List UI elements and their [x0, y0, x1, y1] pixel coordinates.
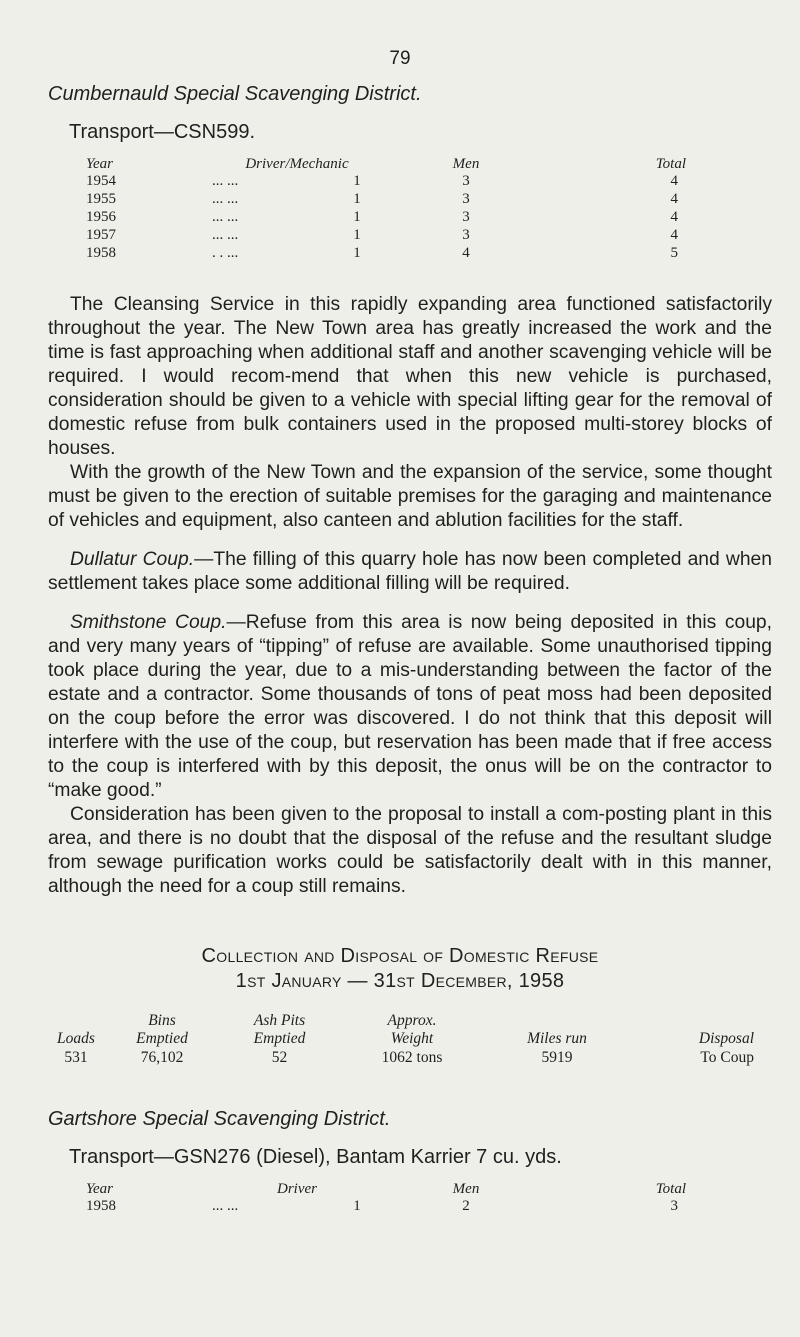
- table-row: [86, 191, 686, 209]
- total-cell: 4: [670, 173, 678, 189]
- driver-cell: 1: [353, 245, 361, 261]
- table-header-row: [50, 1012, 754, 1048]
- leader-dots: . . ...: [212, 245, 239, 261]
- total-header: Total: [655, 155, 686, 172]
- driver-cell: 1: [353, 209, 361, 225]
- page-number: 79: [389, 48, 411, 69]
- men-cell: 3: [462, 227, 470, 243]
- men-header: Men: [452, 155, 480, 172]
- total-cell: 4: [670, 209, 678, 225]
- total-cell: 5: [670, 245, 678, 261]
- year-cell: 1954: [86, 173, 116, 189]
- loads-header: Loads: [57, 1030, 95, 1047]
- dullatur-lead: Dullatur Coup.: [70, 549, 195, 570]
- driver-header: Driver/Mechanic: [245, 155, 349, 172]
- driver-header: Driver: [277, 1180, 317, 1197]
- leader-dots: ... ...: [212, 209, 239, 225]
- paragraph-dullatur: [48, 548, 772, 596]
- paragraph: The Cleansing Service in this rapidly expanding area functioned satisfactorily throughout the year. The New Town area has greatly increased the work and the time is fast approaching when additional staff and another scavenging vehicle will be required. I would recom-mend that when this new vehicle is purchased, consideration should be given to a vehicle with special lifting gear for the removal of domestic refuse from bulk containers used in the proposed multi-storey blocks of houses.: [48, 294, 772, 459]
- miles-header: Miles run: [527, 1030, 587, 1047]
- smithstone-body: —Refuse from this area is now being deposited in this coup, and very many years of “tipping” of refuse are available. Some unauthorised tipping took place during the year, due to a mis-understanding between the factor of the estate and a contractor. Some thousands of tons of peat moss had been deposited on the coup before the error was discovered. I do not think that this deposit will interfere with the use of the coup, but reservation has been made that if free access to the coup is interfered with by this deposit, the onus will be on the contractor to “make good.”: [48, 612, 773, 801]
- table-row: [86, 209, 686, 227]
- gartshore-transport: Transport—GSN276 (Diesel), Bantam Karrier 7 cu. yds.: [69, 1146, 562, 1168]
- paragraph-smithstone: [48, 611, 772, 803]
- collection-title: Collection and Disposal of Domestic Refuse: [201, 945, 599, 967]
- year-header: Year: [86, 1180, 113, 1197]
- ash-pits-cell: 52: [271, 1049, 288, 1066]
- cumbernauld-heading: Cumbernauld Special Scavenging District.: [48, 83, 422, 105]
- year-cell: 1958: [86, 245, 116, 261]
- leader-dots: ... ...: [212, 191, 239, 207]
- leader-dots: ... ...: [212, 227, 239, 243]
- weight-cell: 1062 tons: [381, 1049, 443, 1066]
- cumbernauld-transport: Transport—CSN599.: [69, 121, 255, 143]
- driver-cell: 1: [353, 1198, 361, 1214]
- total-cell: 4: [670, 191, 678, 207]
- men-cell: 3: [462, 209, 470, 225]
- leader-dots: ... ...: [212, 173, 239, 189]
- weight-header: Approx. Weight: [387, 1012, 437, 1047]
- total-cell: 4: [670, 227, 678, 243]
- table-row: [86, 227, 686, 245]
- miles-cell: 5919: [541, 1049, 573, 1066]
- paragraph: Consideration has been given to the proposal to install a com-posting plant in this area, and there is no doubt that the disposal of the refuse and the resultant sludge from sewage purification works could be satisfactorily dealt with in this manner, although the need for a coup still remains.: [48, 804, 772, 897]
- year-header: Year: [86, 155, 113, 172]
- smithstone-lead: Smithstone Coup.: [70, 612, 227, 633]
- paragraph: With the growth of the New Town and the expansion of the service, some thought must be given to the erection of suitable premises for the garaging and maintenance of vehicles and equipment, also canteen and ablution facilities for the staff.: [48, 462, 772, 531]
- year-cell: 1958: [86, 1198, 116, 1214]
- table-header-row: [86, 1180, 686, 1198]
- men-cell: 2: [462, 1198, 470, 1214]
- table-header-row: [86, 155, 686, 173]
- loads-cell: 531: [64, 1049, 88, 1066]
- collection-table: [50, 1012, 754, 1068]
- gartshore-heading: Gartshore Special Scavenging District.: [48, 1108, 391, 1130]
- driver-cell: 1: [353, 191, 361, 207]
- year-cell: 1957: [86, 227, 116, 243]
- gartshore-staff-table: [86, 1180, 686, 1216]
- table-row: [86, 173, 686, 191]
- leader-dots: ... ...: [212, 1198, 239, 1214]
- men-cell: 3: [462, 173, 470, 189]
- disposal-header: Disposal: [698, 1030, 754, 1047]
- table-row: [86, 245, 686, 263]
- driver-cell: 1: [353, 173, 361, 189]
- cumbernauld-staff-table: [86, 155, 686, 263]
- total-header: Total: [655, 1180, 686, 1197]
- year-cell: 1956: [86, 209, 116, 225]
- driver-cell: 1: [353, 227, 361, 243]
- bins-cell: 76,102: [140, 1049, 184, 1066]
- table-row: [86, 1198, 686, 1216]
- cleansing-service-text: [48, 293, 772, 899]
- year-cell: 1955: [86, 191, 116, 207]
- ash-pits-header: Ash Pits Emptied: [253, 1012, 306, 1047]
- men-cell: 3: [462, 191, 470, 207]
- dullatur-body: —The filling of this quarry hole has now been completed and when settlement takes place some additional filling will be required.: [48, 549, 773, 594]
- collection-subtitle: 1st January — 31st December, 1958: [235, 970, 565, 992]
- table-row: [50, 1048, 754, 1068]
- bins-header: Bins Emptied: [136, 1012, 188, 1047]
- men-cell: 4: [462, 245, 470, 261]
- men-header: Men: [452, 1180, 480, 1197]
- total-cell: 3: [670, 1198, 678, 1214]
- disposal-cell: To Coup: [700, 1049, 754, 1066]
